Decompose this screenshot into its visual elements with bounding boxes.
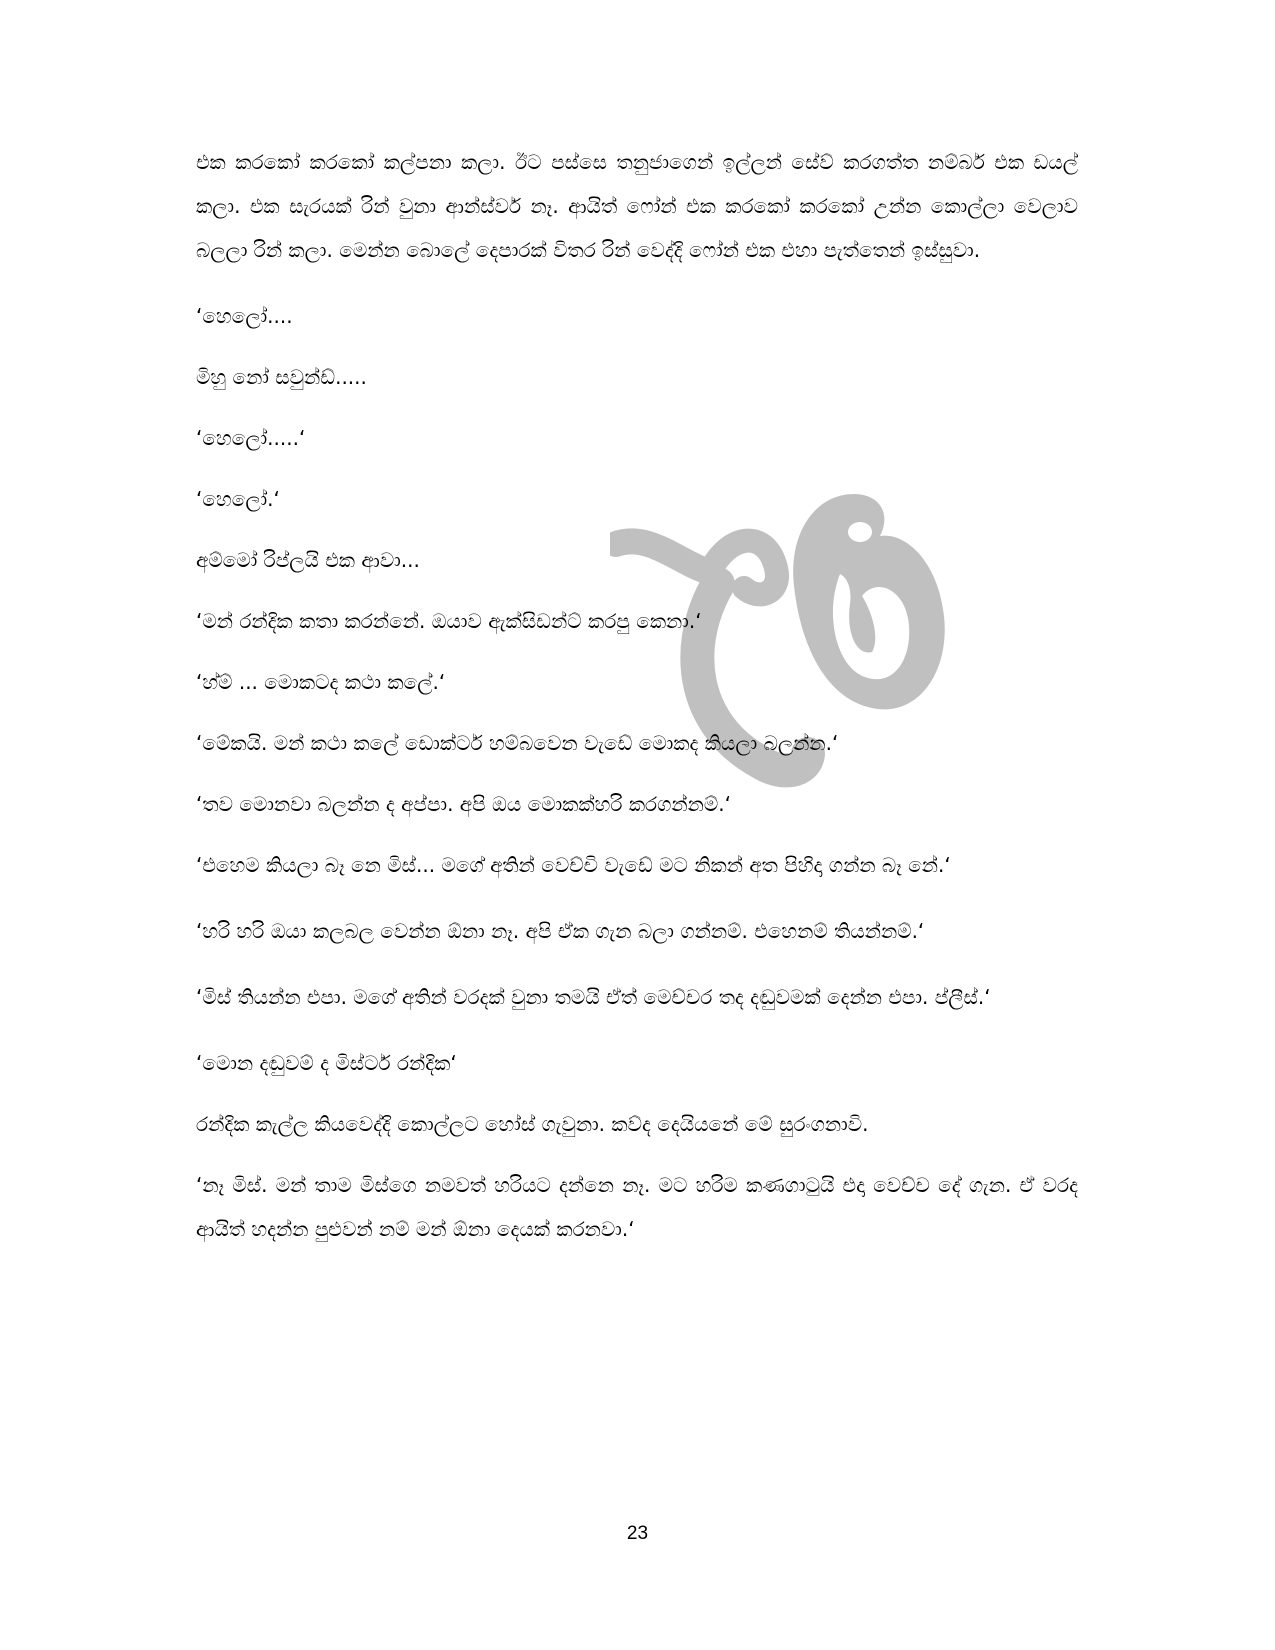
paragraph: ‘හෙලෝ.... <box>196 304 293 328</box>
paragraph: අම්මෝ රිප්ලයි එක ආවා... <box>196 548 420 572</box>
paragraph: රන්දික කැල්ල කියවෙද්දි කොල්ලට හෝස් ගැවුනා. කව්ද දෙයියනේ මේ සුරංගනාවි. <box>196 1112 869 1136</box>
paragraph: ‘එහෙම කියලා බෑ නෙ මිස්... මගේ අතින් වෙච්චි වැඩේ මට නිකන් අත පිහිදා ගන්න බෑ නේ.‘ <box>196 853 951 877</box>
paragraph: එක කරකෝ කරකෝ කල්පනා කලා. ඊට පස්සෙ තනුජාගෙන් ඉල්ලන් සේව් කරගත්ත නම්බර් එක ඩයල් කලා. එක සැරයක් රින් වුනා ආන්ස්වර් නෑ. ආයිත් ෆෝන් එක කරකෝ කරකෝ උන්න කොල්ලා වෙලාව බලලා රින් කලා. මෙන්න බොලේ දෙපාරක් විතර රින් වෙද්දි ෆෝන් එක එහා පැත්තෙන් ඉස්සුවා. <box>196 150 1078 262</box>
paragraph: ‘මොන දඬුවම් ද මිස්ටර් රන්දික‘ <box>196 1051 457 1075</box>
paragraph: මිහු නෝ සවුන්ඩ්..... <box>196 365 367 389</box>
paragraph: ‘මේකයි. මන් කථා කලේ ඩොක්ටර් හම්බවෙන වැඩේ මොකද කියලා බලන්න.‘ <box>196 731 839 755</box>
paragraph: ‘මිස් තියන්න එපා. මගේ අතින් වරදක් වුනා තමයි ඒත් මෙච්චර තද දඬුවමක් දෙන්න එපා. ප්ලීස්.‘ <box>196 985 991 1009</box>
paragraph: ‘හෙලෝ.....‘ <box>196 426 306 450</box>
paragraph: ‘හ්ම් ... මොකටද කථා කලේ.‘ <box>196 670 446 694</box>
paragraph: ‘මන් රන්දික කතා කරන්නේ. ඔයාව ඇක්සිඩන්ට් කරපු කෙනා.‘ <box>196 609 702 633</box>
paragraph: ‘හෙලෝ.‘ <box>196 487 280 511</box>
paragraph: ‘නෑ මිස්. මන් තාම මිස්ගෙ නමවත් හරියට දන්නෙ නෑ. මට හරිම කණගාටුයි එදා වෙච්ච දේ ගැන. ඒ වරද ආයිත් හදන්න පුළුවන් නම් මන් ඕනා දෙයක් කරනවා.‘ <box>196 1173 1078 1241</box>
paragraph: ‘තව මොනවා බලන්න ද අප්පා. අපි ඔය මොකක්හරි කරගන්නම්.‘ <box>196 792 732 816</box>
paragraph: ‘හරි හරි ඔයා කලබල වෙන්න ඕනා නෑ. අපි ඒක ගැන බලා ගන්නම්. එහෙනම් තියන්නම්.‘ <box>196 919 925 943</box>
document-body <box>196 140 1078 1273</box>
page-number: 23 <box>626 1523 649 1544</box>
